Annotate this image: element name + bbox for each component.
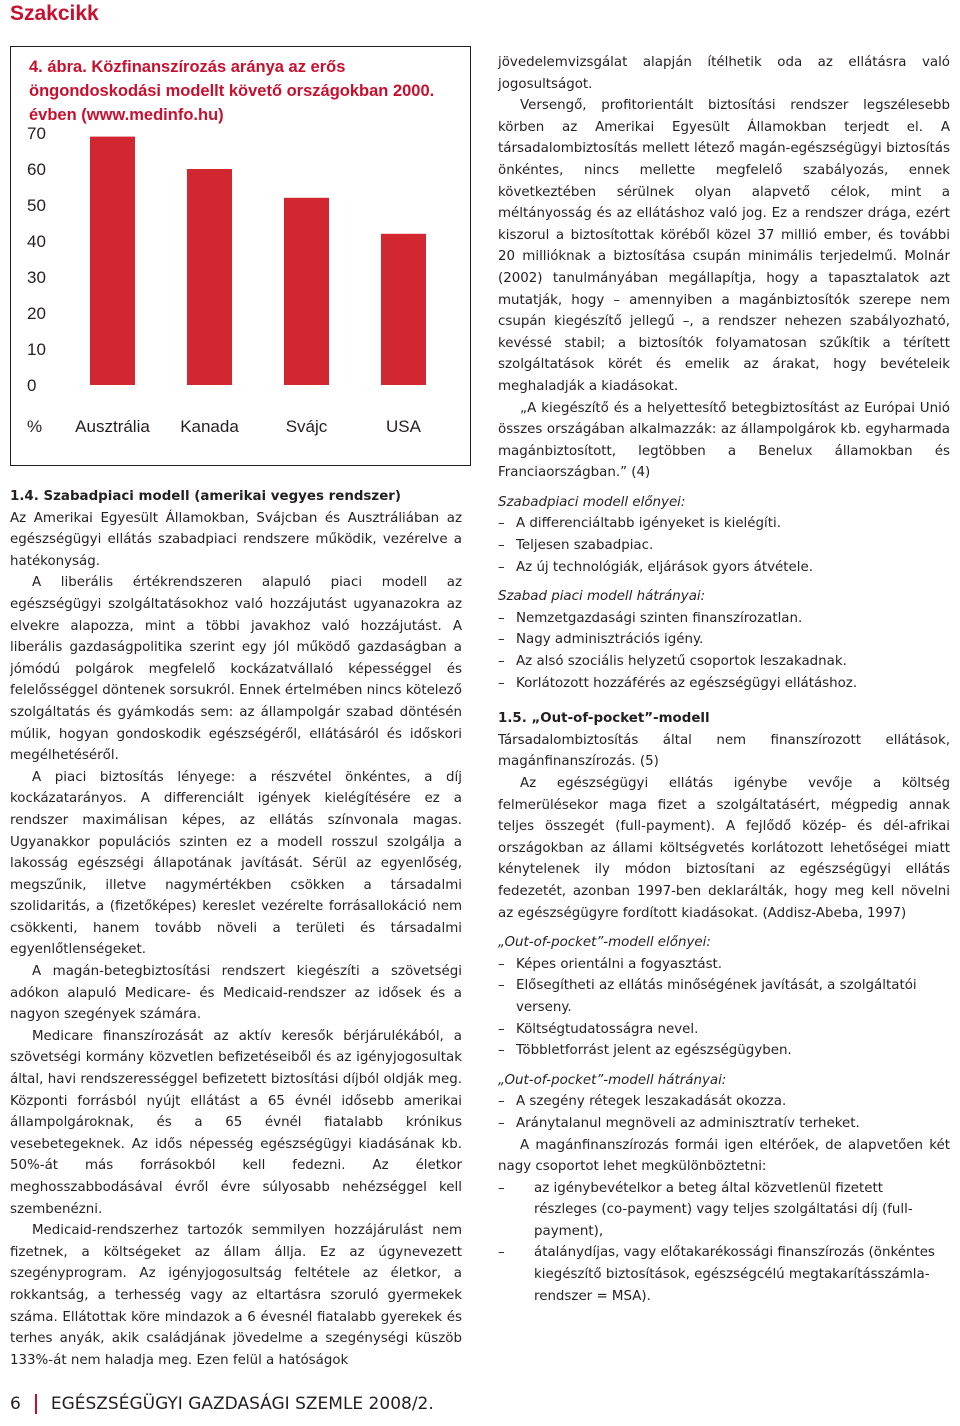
financing-forms-list [498, 1178, 950, 1308]
paragraph: Társadalombiztosítás által nem finanszírozott ellátások, magánfinanszírozás. (5) [498, 732, 950, 770]
section-heading-1-4: 1.4. Szabadpiaci modell (amerikai vegyes rendszer) [10, 489, 402, 504]
paragraph: Medicare finanszírozását az aktív keresők bérjárulékából, a szövetségi kormány közvetlen befizetéseiből és az igényjogosultak által, havi rendszerességgel befizetett biztosítási díjból oldják meg. Központi forrásból nyújt ellátást a 65 évnél idősebb amerikai állampolgároknak, és a 65 évnél fiatalabb krónikus vesebetegeknek. Az idős népesség egészségügyi kiadásának kb. 50%-át más forrásokból kell fedezni. Az életkor meghosszabbodásával évről évre súlyosabb nehézséggel kell szembenézni. [10, 1028, 462, 1217]
oop-advantages-title: „Out-of-pocket”-modell előnyei: [498, 935, 711, 951]
list-item: – Nemzetgazdasági szinten finanszírozatlan. [498, 608, 950, 630]
advantages-title: Szabadpiaci modell előnyei: [498, 494, 686, 510]
advantages-list [498, 513, 950, 578]
oop-advantages-list [498, 954, 950, 1062]
bar [381, 234, 426, 385]
list-item: – Aránytalanul megnöveli az adminisztratív terheket. [498, 1113, 950, 1135]
paragraph: jövedelemvizsgálat alapján ítélhetik oda az ellátásra való jogosultságot. [498, 55, 950, 92]
list-item: – Képes orientálni a fogyasztást. [498, 954, 950, 976]
paragraph: A liberális értékrendszeren alapuló piaci modell az egészségügyi szolgáltatásokhoz való hozzájutást ugyanazokra az elvekre alapozza, mint a többi javakhoz való hozzájutást. A liberális gazdaságpolitika szerint egy jól működő gazdaságban a jómódú polgárok megfelelő kockázatvállaló képességgel és felelősséggel döntenek sorsukról. Ennek értelmében nincs kötelező szolgáltatás és gyámkodás sem: az állampolgár szabad döntésén múlik, hogyan gondoskodik egészségéről, ellátásáról és időskori megélhetéséről. [10, 575, 462, 764]
page-number: 6 [10, 1394, 37, 1414]
paragraph: A magán-betegbiztosítási rendszert kiegészíti a szövetségi adókon alapuló Medicare- és Medicaid-rendszer az idősek és a nagyon szegények számára. [10, 964, 462, 1023]
disadvantages-list [498, 608, 950, 694]
quote-paragraph: „A kiegészítő és a helyettesítő betegbiztosítást az Európai Unió összes országában alkalmazzák: az állampolgárok kb. egyharmada magánbiztosított, legtöbben a Benelux államokban és Franciaországban.” (4) [498, 400, 950, 481]
right-column [498, 52, 950, 1307]
disadvantages-title: Szabad piaci modell hátrányai: [498, 589, 706, 605]
y-tick-label: 60 [27, 160, 46, 179]
paragraph: A piaci biztosítás lényege: a részvétel önkéntes, a díj kockázatarányos. A differenciált igények kielégítésére ez a rendszer maximálisan képes, az ellátás színvonala magas. Ugyanakkor populációs szinten ez a modell rosszul szolgálja a lakosság egészségi állapotának javítását. Sérül az egyenlőség, megszűnik, illetve nagymértékben csökken a társadalmi szolidaritás, a (fizetőképes) kereslet vezérelte forrásallokáció nem csökkenti, hanem tovább növeli a területi és társadalmi egyenlőtlenségeket. [10, 769, 462, 958]
list-item: – Korlátozott hozzáférés az egészségügyi ellátáshoz. [498, 673, 950, 695]
x-tick-label: Kanada [180, 417, 239, 436]
page-footer [10, 1394, 434, 1414]
bar [90, 137, 135, 385]
paragraph: Medicaid-rendszerhez tartozók semmilyen hozzájárulást nem fizetnek, a költségeket az állam állja. Ez az úgynevezett szegényprogram. Az igényjogosultság feltétele az életkor, a rokkantság, a terhesség vagy az eltartásra szoruló gyermekek száma. Ellátottak köre mindazok a 6 évesnél fiatalabb gyerekek és terhes anyák, akik családjának jövedelme a szegénységi küszöb 133%-át nem haladja meg. Ezen felül a hatóságok [10, 1223, 462, 1368]
journal-name: EGÉSZSÉGÜGYI GAZDASÁGI SZEMLE 2008/2. [50, 1394, 434, 1414]
bar [284, 198, 329, 385]
bar [187, 169, 232, 385]
list-item: – A szegény rétegek leszakadását okozza. [498, 1091, 950, 1113]
figure-title: 4. ábra. Közfinanszírozás aránya az erős öngondoskodási modellt követő országokban 2000. évben (www.medinfo.hu) [29, 58, 435, 124]
left-column [10, 486, 462, 1371]
oop-disadvantages-title: „Out-of-pocket”-modell hátrányai: [498, 1072, 727, 1088]
list-item: – Az új technológiák, eljárások gyors átvétele. [498, 557, 950, 579]
list-item: – Elősegítheti az ellátás minőségének javítását, a szolgáltatói verseny. [498, 975, 950, 1018]
figure-box [10, 46, 471, 466]
list-item: – Nagy adminisztrációs igény. [498, 629, 950, 651]
list-item: – Teljesen szabadpiac. [498, 535, 950, 557]
x-tick-label: Ausztrália [75, 417, 150, 436]
bar-chart [11, 47, 472, 467]
oop-disadvantages-list [498, 1091, 950, 1134]
section-label: Szakcikk [10, 2, 99, 25]
paragraph: Az egészségügyi ellátás igénybe vevője a költség felmerülésekor maga fizet a szolgáltatásért, mégpedig annak teljes összegét (full-payment). A fejlődő közép- és dél-afrikai országokban az állami költségvetés korlátozott lehetőségei miatt kénytelenek ily módon biztosítani az egészségügyi ellátás fedezetét, azonban 1997-ben deklarálták, hogy meg kell növelni az egészségügyre fordított kiadásokat. (Addisz-Abeba, 1997) [498, 776, 950, 921]
paragraph: A magánfinanszírozás formái igen eltérőek, de alapvetően két nagy csoportot lehet megkülönböztetni: [498, 1137, 950, 1175]
y-tick-label: 0 [27, 376, 37, 395]
x-tick-label: Svájc [285, 417, 328, 436]
list-item: – az igénybevételkor a beteg által közvetlenül fizetett részleges (co-payment) vagy teljes szolgáltatási díj (full-payment), [498, 1178, 950, 1243]
y-tick-label: 70 [27, 124, 46, 143]
list-item: – Az alsó szociális helyzetű csoportok leszakadnak. [498, 651, 950, 673]
y-tick-label: 20 [27, 304, 46, 323]
y-tick-label: 50 [27, 196, 46, 215]
list-item: – átalánydíjas, vagy előtakarékossági finanszírozás (önkéntes kiegészítő biztosítások, egészségcélú megtakarításszámla-rendszer = MSA). [498, 1242, 950, 1307]
y-axis-unit: % [27, 417, 43, 436]
y-tick-label: 30 [27, 268, 46, 287]
x-tick-label: USA [386, 417, 421, 436]
list-item: – Többletforrást jelent az egészségügyben. [498, 1040, 950, 1062]
list-item: – A differenciáltabb igényeket is kielégíti. [498, 513, 950, 535]
list-item: – Költségtudatosságra nevel. [498, 1019, 950, 1041]
section-heading-1-5: 1.5. „Out-of-pocket”-modell [498, 711, 710, 727]
y-tick-label: 40 [27, 232, 46, 251]
paragraph: Az Amerikai Egyesült Államokban, Svájcban és Ausztráliában az egészségügyi ellátás szabadpiaci rendszere működik, vezérelve a hatékonyság. [10, 510, 462, 569]
y-tick-label: 10 [27, 340, 46, 359]
paragraph: Versengő, profitorientált biztosítási rendszer legszélesebb körben az Amerikai Egyesült Államokban terjedt el. A társadalombiztosítás mellett létező magán-egészségügyi biztosítás önkéntes, nincs mellette megfelelő szabályozás, ennek következtében sérülnek olyan alapvető célok, mint a méltányosság és az ellátáshoz való jog. Ez a rendszer drága, ezért kiszorul a biztosítottak köréből közel 37 millió ember, és további 20 millióknak a biztosítása csupán minimális terjedelmű. Molnár (2002) tanulmányában megállapítja, hogy a tapasztalatok azt mutatják, hogy – amennyiben a magánbiztosítók szerepe nem csupán kiegészítő jellegű –, a rendszer nehezen szabályozható, kevéssé stabil; a biztosítók folyamatosan szűkítik a térített szolgáltatások körét és emelik az árakat, hogy bevételeik meghaladják a kiadásokat. [498, 98, 950, 394]
